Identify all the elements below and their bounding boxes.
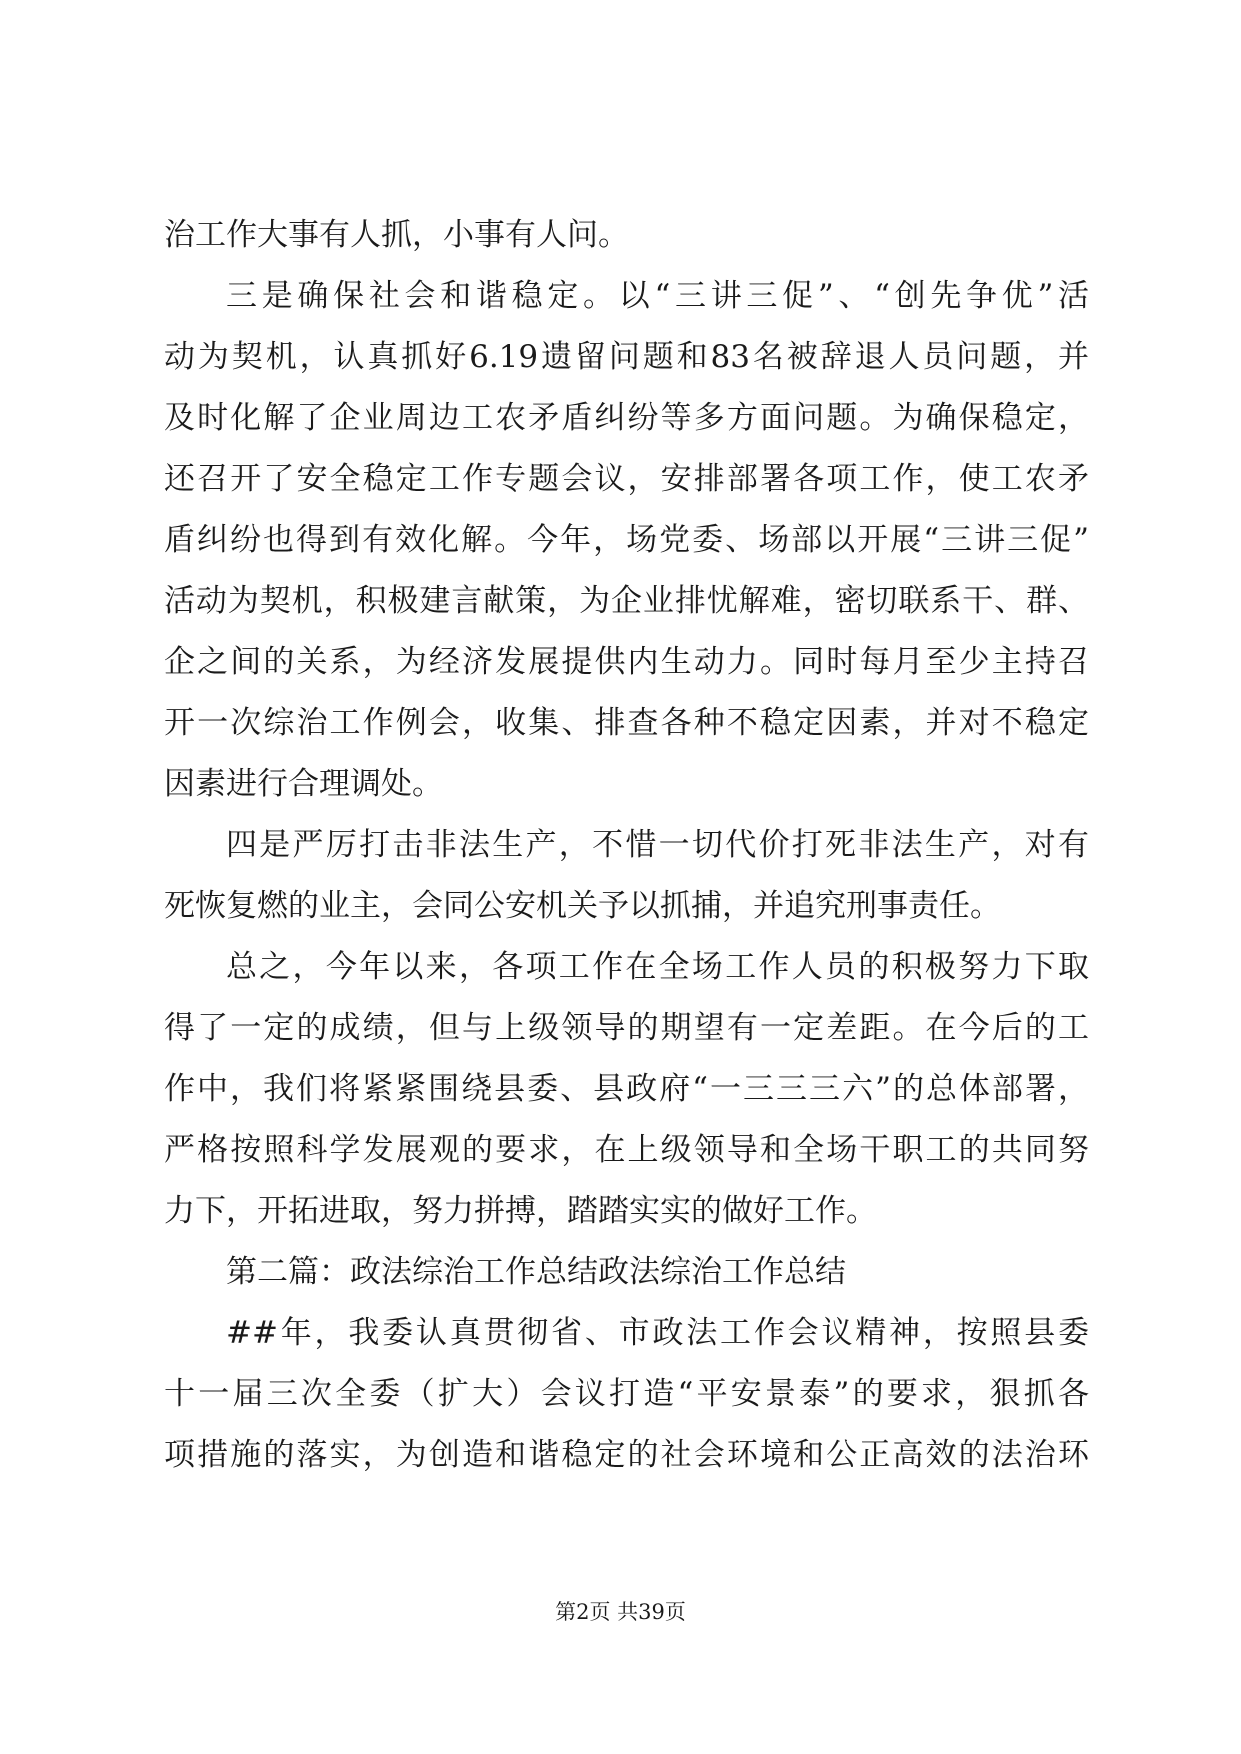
text-line: 及时化解了企业周边工农矛盾纠纷等多方面问题。为确保稳定， <box>164 400 1089 436</box>
text-line: 还召开了安全稳定工作专题会议，安排部署各项工作，使工农矛 <box>164 461 1089 497</box>
text-line: 严格按照科学发展观的要求，在上级领导和全场干职工的共同努 <box>164 1132 1089 1168</box>
text-line: 四是严厉打击非法生产，不惜一切代价打死非法生产，对有 <box>226 827 1089 863</box>
text-line: 力下，开拓进取，努力拼搏，踏踏实实的做好工作。 <box>164 1193 877 1229</box>
text-line: 动为契机，认真抓好6.19遗留问题和83名被辞退人员问题，并 <box>164 339 1089 375</box>
text-line: ##年，我委认真贯彻省、市政法工作会议精神，按照县委 <box>226 1315 1089 1351</box>
text-line: 活动为契机，积极建言献策，为企业排忧解难，密切联系干、群、 <box>164 583 1089 619</box>
text-line: 治工作大事有人抓，小事有人问。 <box>164 217 629 253</box>
text-line: 十一届三次全委（扩大）会议打造“平安景泰”的要求，狠抓各 <box>164 1376 1089 1412</box>
text-line: 三是确保社会和谐稳定。以“三讲三促”、“创先争优”活 <box>226 278 1089 314</box>
text-line: 因素进行合理调处。 <box>164 766 443 802</box>
text-line: 开一次综治工作例会，收集、排查各种不稳定因素，并对不稳定 <box>164 705 1089 741</box>
text-line: 死恢复燃的业主，会同公安机关予以抓捕，并追究刑事责任。 <box>164 888 1001 924</box>
text-line: 项措施的落实，为创造和谐稳定的社会环境和公正高效的法治环 <box>164 1437 1089 1473</box>
text-line: 第二篇：政法综治工作总结政法综治工作总结 <box>226 1254 846 1290</box>
document-body <box>164 205 1089 1486</box>
text-line: 盾纠纷也得到有效化解。今年，场党委、场部以开展“三讲三促” <box>164 522 1089 558</box>
text-line: 企之间的关系，为经济发展提供内生动力。同时每月至少主持召 <box>164 644 1089 680</box>
text-line: 得了一定的成绩，但与上级领导的期望有一定差距。在今后的工 <box>164 1010 1089 1046</box>
page-number-footer: 第2页 共39页 <box>555 1600 686 1624</box>
text-line: 作中，我们将紧紧围绕县委、县政府“一三三三六”的总体部署， <box>164 1071 1089 1107</box>
text-line: 总之，今年以来，各项工作在全场工作人员的积极努力下取 <box>226 949 1089 985</box>
